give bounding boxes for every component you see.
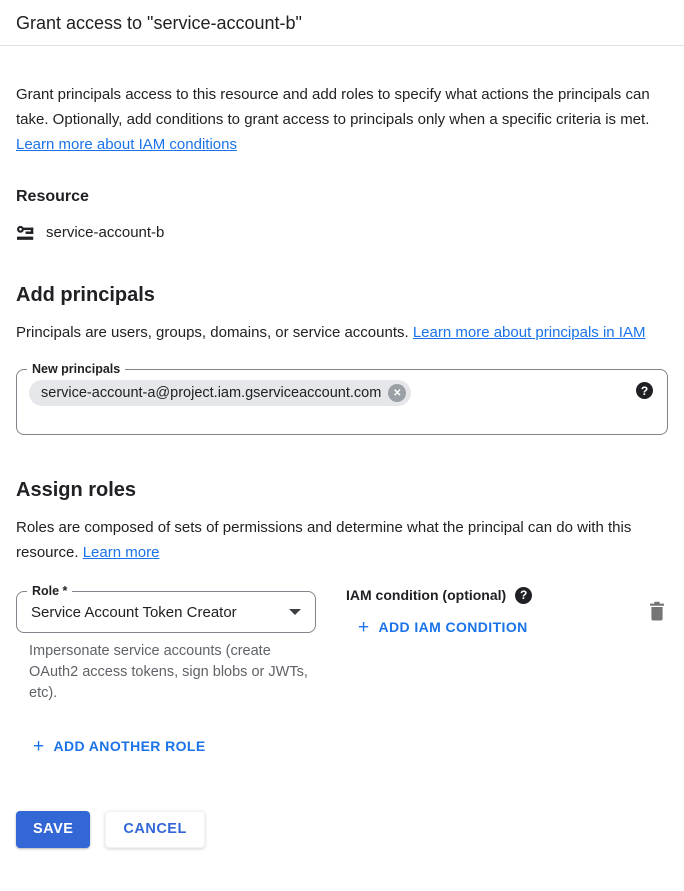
save-button[interactable]: SAVE [16, 811, 90, 848]
dialog-header [0, 0, 684, 46]
chip-remove-icon[interactable]: ✕ [388, 384, 406, 402]
dialog-footer [16, 811, 668, 848]
delete-role-button[interactable] [646, 599, 668, 623]
service-account-key-icon [16, 223, 36, 242]
dialog-title: Grant access to "service-account-b" [16, 13, 302, 33]
principals-learn-more-link[interactable]: Learn more about principals in IAM [412, 324, 646, 341]
add-iam-condition-button[interactable] [358, 617, 528, 637]
role-selected-value: Service Account Token Creator [31, 603, 237, 621]
role-helper-text: Impersonate service accounts (create OAuth2 access tokens, sign blobs or JWTs, etc). [29, 643, 308, 701]
assign-roles-text: Roles are composed of sets of permissions and determine what the principal can do with this resource. [16, 519, 632, 561]
add-principals-description [16, 320, 668, 345]
iam-condition-help-icon[interactable]: ? [515, 587, 532, 604]
roles-learn-more-link[interactable]: Learn more [82, 544, 160, 561]
add-another-role-label: ADD ANOTHER ROLE [53, 738, 206, 754]
role-row [16, 584, 668, 704]
resource-heading: Resource [16, 188, 89, 205]
add-another-role-button[interactable] [33, 736, 206, 756]
iam-condition-label: IAM condition (optional) [346, 587, 507, 603]
role-column [16, 584, 316, 704]
assign-roles-description [16, 515, 668, 565]
resource-row [16, 223, 668, 242]
intro-paragraph [16, 82, 668, 157]
plus-icon: + [358, 616, 370, 638]
iam-condition-column [346, 586, 646, 638]
iam-conditions-link[interactable]: Learn more about IAM conditions [16, 136, 237, 153]
dialog-body [0, 82, 684, 864]
principals-help-icon[interactable]: ? [636, 382, 653, 399]
iam-condition-label-row [346, 586, 646, 604]
add-iam-condition-label: ADD IAM CONDITION [378, 619, 528, 635]
delete-role-column [646, 599, 668, 626]
cancel-button[interactable]: CANCEL [105, 811, 204, 848]
trash-icon [648, 601, 666, 621]
add-principals-text: Principals are users, groups, domains, or service accounts. [16, 324, 413, 341]
role-label: Role * [27, 583, 72, 599]
principal-chip[interactable] [29, 380, 411, 406]
new-principals-label: New principals [27, 361, 125, 377]
add-principals-heading: Add principals [16, 284, 155, 306]
assign-roles-heading: Assign roles [16, 479, 137, 501]
plus-icon: + [33, 735, 45, 757]
new-principals-field[interactable] [16, 362, 668, 435]
intro-text: Grant principals access to this resource and add roles to specify what actions the principals can take. Optionally, add conditions to grant access to principals only when a specific criteria is met. [16, 86, 650, 128]
principal-chip-text: service-account-a@project.iam.gserviceaccount.com [41, 385, 382, 401]
role-select[interactable] [16, 584, 316, 633]
dropdown-caret-icon [289, 609, 301, 615]
resource-name: service-account-b [46, 224, 165, 241]
